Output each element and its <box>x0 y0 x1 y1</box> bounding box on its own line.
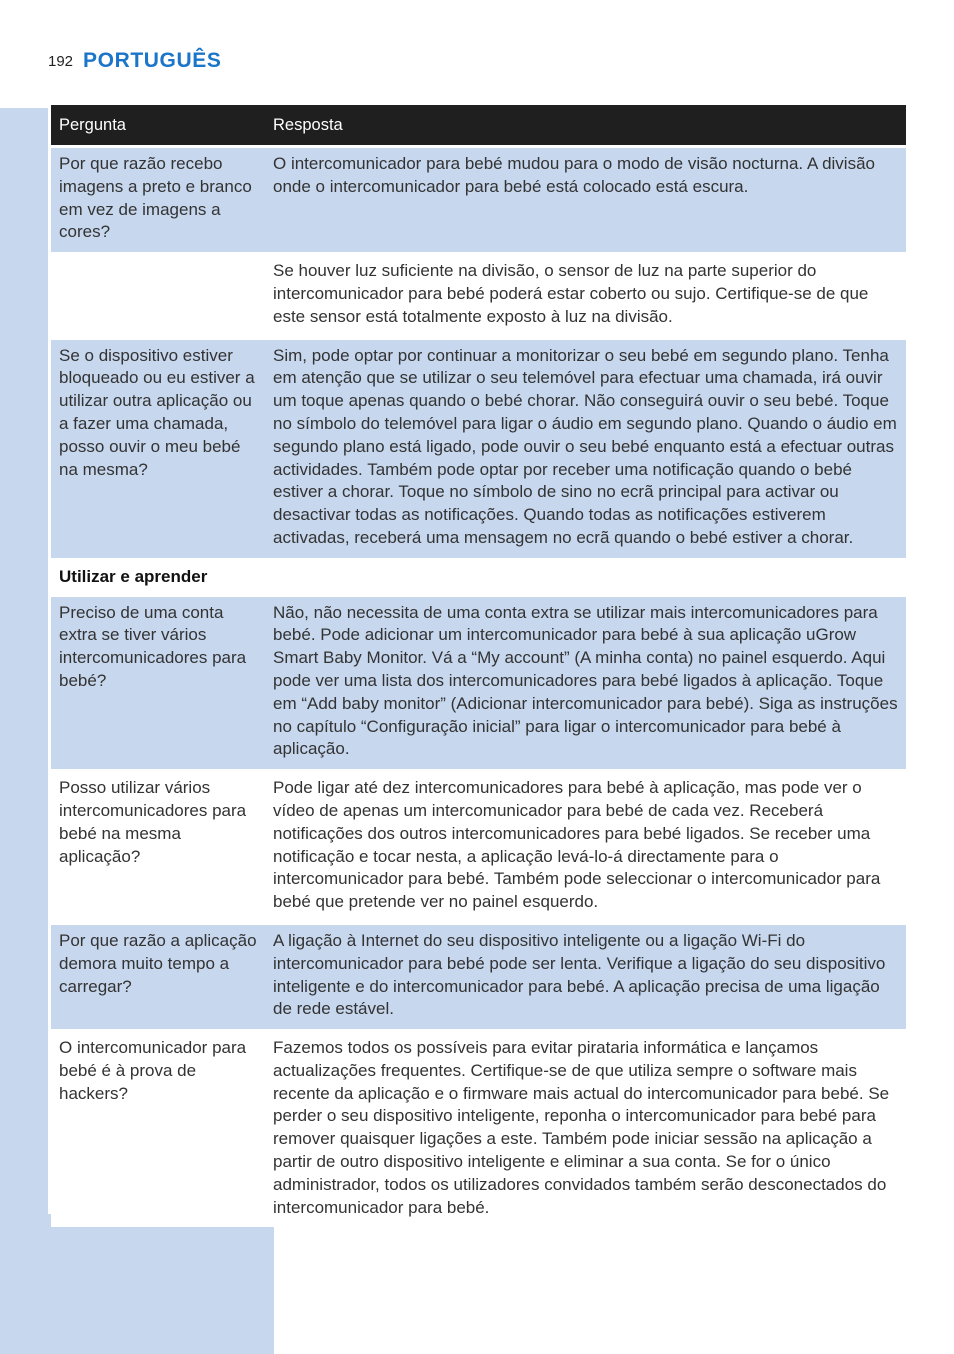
answer-cell: Sim, pode optar por continuar a monitorizar o seu bebé em segundo plano. Tenha em atenção que se utilizar o seu telemóvel para efectuar uma chamada, irá ouvir um toque apenas quando o bebé chorar. Não conseguirá ouvir o seu bebé. Toque no símbolo do telemóvel para ligar o áudio em segundo plano. Quando o áudio em segundo plano está ligado, pode ouvir o seu bebé enquanto está a efectuar outras actividades. Também pode optar por receber uma notificação quando o bebé estiver a chorar. Toque no símbolo de sino no ecrã principal para activar ou desactivar todas as notificações. Quando todas as notificações estiverem activadas, receberá uma mensagem no ecrã quando o bebé estiver a chorar. <box>265 340 906 558</box>
table-row <box>51 597 906 770</box>
section-heading: Utilizar e aprender <box>51 561 906 594</box>
answer-cell: Se houver luz suficiente na divisão, o sensor de luz na parte superior do intercomunicador para bebé poderá estar coberto ou sujo. Certifique-se de que este sensor está totalmente exposto à luz na divisão. <box>265 255 906 336</box>
answer-cell: Pode ligar até dez intercomunicadores para bebé à aplicação, mas pode ver o vídeo de apenas um intercomunicador para bebé de cada vez. Receberá notificações dos outros intercomunicadores para bebé ligados. Se receber uma notificação e tocar nesta, a aplicação levá-lo-á directamente para o intercomunicador para bebé. Também pode seleccionar o intercomunicador para bebé que pretende ver no painel esquerdo. <box>265 772 906 922</box>
column-header-answer: Resposta <box>265 105 906 145</box>
question-column-band <box>48 1214 274 1354</box>
section-title: PORTUGUÊS <box>83 49 222 72</box>
table-row <box>51 340 906 558</box>
side-color-band <box>0 108 48 1354</box>
question-cell <box>51 255 265 336</box>
table-row <box>51 772 906 922</box>
question-cell: Posso utilizar vários intercomunicadores para bebé na mesma aplicação? <box>51 772 265 922</box>
question-cell: Preciso de uma conta extra se tiver vários intercomunicadores para bebé? <box>51 597 265 770</box>
table-row <box>51 925 906 1029</box>
question-cell: Por que razão a aplicação demora muito tempo a carregar? <box>51 925 265 1029</box>
answer-cell: Fazemos todos os possíveis para evitar pirataria informática e lançamos actualizações frequentes. Certifique-se de que utiliza sempre o software mais recente da aplicação e o firmware mais actual do intercomunicador para bebé. Se perder o seu dispositivo inteligente, reponha o intercomunicador para bebé para remover quaisquer ligações a este. Também pode iniciar sessão na aplicação a partir de outro dispositivo inteligente e eliminar a sua conta. Se for o único administrador, todos os utilizadores convidados também serão desconectados do intercomunicador para bebé. <box>265 1032 906 1227</box>
table-row <box>51 148 906 252</box>
page-header <box>48 44 221 78</box>
column-header-question: Pergunta <box>51 105 265 145</box>
question-cell: O intercomunicador para bebé é à prova de hackers? <box>51 1032 265 1227</box>
table-row <box>51 255 906 336</box>
section-heading-row <box>51 561 906 594</box>
answer-cell: Não, não necessita de uma conta extra se utilizar mais intercomunicadores para bebé. Pode adicionar um intercomunicador para bebé à sua aplicação uGrow Smart Baby Monitor. Vá a “My account” (A minha conta) no painel esquerdo. Aqui pode ver uma lista dos intercomunicadores para bebé ligados à aplicação. Toque em “Add baby monitor” (Adicionar intercomunicador para bebé). Siga as instruções no capítulo “Configuração inicial” para ligar o intercomunicador para bebé à aplicação. <box>265 597 906 770</box>
question-cell: Por que razão recebo imagens a preto e branco em vez de imagens a cores? <box>51 148 265 252</box>
page-number: 192 <box>48 52 74 70</box>
faq-table <box>51 102 906 1230</box>
table-row <box>51 1032 906 1227</box>
answer-cell: O intercomunicador para bebé mudou para o modo de visão nocturna. A divisão onde o intercomunicador para bebé está colocado está escura. <box>265 148 906 252</box>
answer-cell: A ligação à Internet do seu dispositivo inteligente ou a ligação Wi-Fi do intercomunicador para bebé pode ser lenta. Verifique a ligação do seu dispositivo inteligente e do intercomunicador para bebé. A aplicação precisa de uma ligação de rede estável. <box>265 925 906 1029</box>
table-header-row <box>51 105 906 145</box>
question-cell: Se o dispositivo estiver bloqueado ou eu estiver a utilizar outra aplicação ou a fazer uma chamada, posso ouvir o meu bebé na mesma? <box>51 340 265 558</box>
